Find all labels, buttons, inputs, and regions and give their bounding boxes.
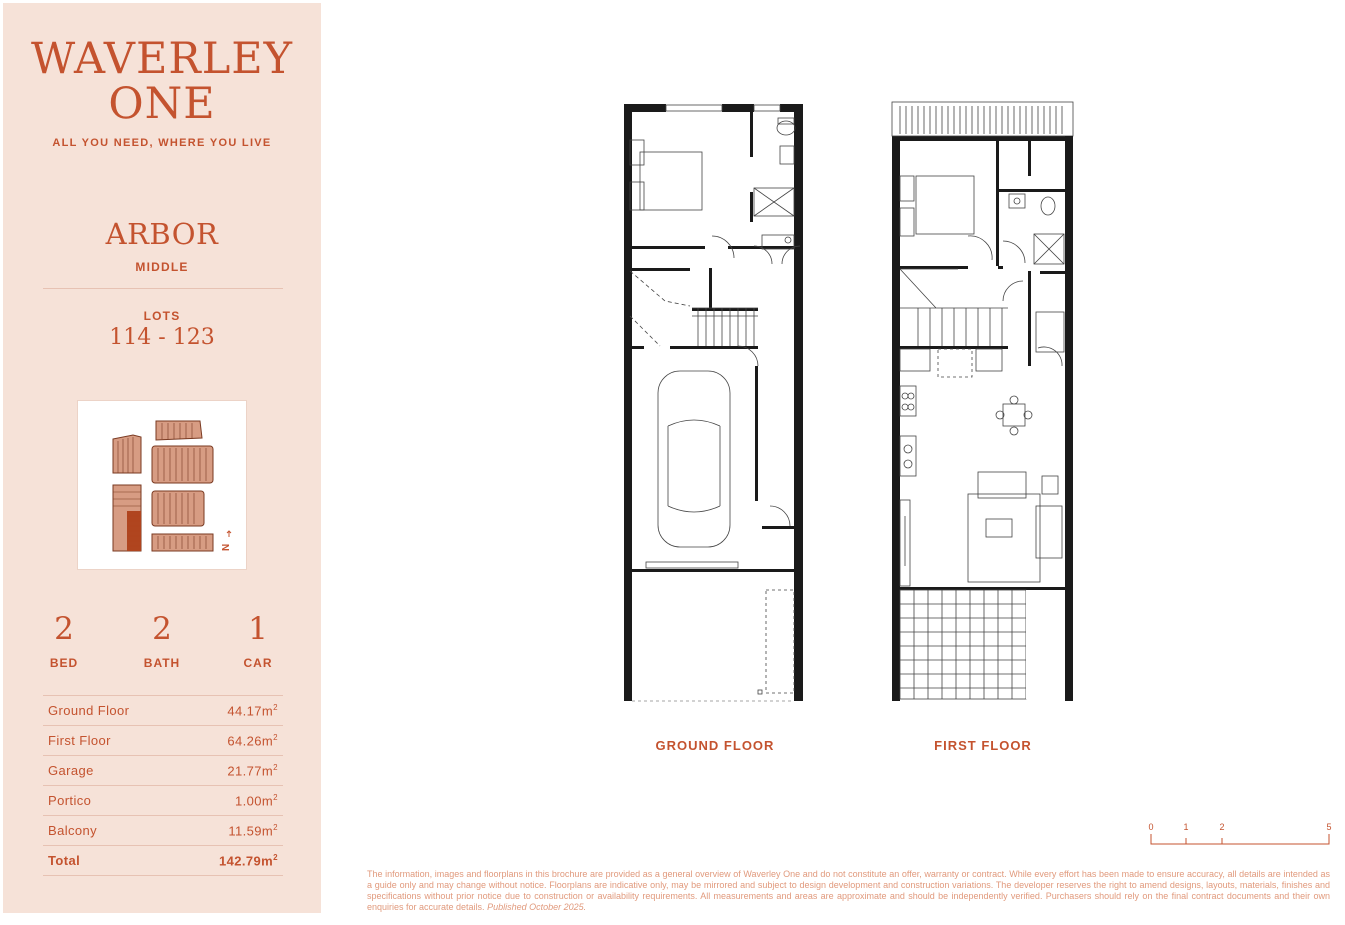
stat-bath: [122, 611, 202, 670]
area-name: Garage: [48, 763, 94, 778]
scale-tick-5: 5: [1326, 822, 1332, 832]
compass-n: N: [221, 543, 232, 551]
model-variant: MIDDLE: [135, 260, 189, 274]
site-block-south-row: [152, 534, 213, 551]
area-value: 1.00m: [235, 793, 274, 809]
first-floor-label: FIRST FLOOR: [934, 738, 1032, 753]
site-block-south: [152, 491, 204, 526]
tagline: ALL YOU NEED, WHERE YOU LIVE: [52, 137, 272, 149]
area-schedule: [43, 695, 283, 876]
scale-bar-line: [1151, 834, 1329, 844]
floor-plans: [610, 96, 1090, 708]
area-name: Ground Floor: [48, 703, 130, 718]
area-name: Portico: [48, 793, 92, 808]
area-row-garage: Garage $21.77m^2$: [43, 755, 283, 785]
area-row-total: Total $142.79m^2$: [43, 845, 283, 876]
brand-logo: [3, 34, 321, 129]
disclaimer-published: Published October 2025.: [487, 902, 587, 912]
disclaimer-body: The information, images and floorplans in this brochure are provided as a general overview of Waverley One and do not constitute an offer, warranty or contract. While every effort has been made to ensure accuracy, all details are intended as a guide only and may change without notice. Floorplans are indicative only, may be mirrored and subject to design development and construction variations. The developer reserves the right to amend designs, layouts, materials, finishes and specifications without prior notice due to construction or availability requirements. All measurements and areas are approximate and should be independently verified. Purchasers should rely on the final contract documents and their own enquiries for accurate details.: [367, 869, 1330, 912]
stat-bed-label: BED: [49, 656, 79, 670]
site-block-west-top: [113, 435, 141, 473]
first-floor-plan: [892, 102, 1073, 701]
area-value: 21.77m: [227, 763, 274, 779]
ground-floor-plan: [624, 104, 803, 701]
area-row-first-floor: First Floor $64.26m^2$: [43, 725, 283, 755]
site-plan-key: [77, 400, 247, 570]
stat-car-value: 1: [248, 611, 268, 647]
lots-label: LOTS: [143, 309, 181, 323]
north-arrow-icon: [227, 531, 231, 537]
area-row-portico: Portico $1.00m^2$: [43, 785, 283, 815]
area-value: 64.26m: [227, 733, 274, 749]
model-name: ARBOR: [105, 217, 219, 251]
stat-car: [218, 611, 298, 670]
area-name: Balcony: [48, 823, 98, 838]
disclaimer: [367, 869, 1330, 913]
area-name: Total: [48, 853, 81, 868]
scale-tick-0: 0: [1148, 822, 1154, 832]
stat-bed: [24, 611, 104, 670]
area-value: 44.17m: [227, 703, 274, 719]
brand-name-line1: WAVERLEY: [30, 34, 294, 84]
stat-bath-value: 2: [152, 611, 172, 647]
site-block-north: [156, 421, 202, 440]
scale-tick-1: 1: [1183, 822, 1189, 832]
area-value: 142.79m: [219, 853, 274, 869]
area-value: 11.59m: [228, 823, 274, 839]
brand-name-line2: ONE: [108, 79, 216, 129]
ground-floor-label: GROUND FLOOR: [655, 738, 775, 753]
area-row-balcony: Balcony $11.59m^2$: [43, 815, 283, 845]
stat-car-label: CAR: [243, 656, 273, 670]
area-name: First Floor: [48, 733, 111, 748]
site-plan-map: [78, 401, 246, 569]
divider: [43, 288, 283, 289]
stat-bed-value: 2: [54, 611, 74, 647]
sidebar: [3, 3, 321, 913]
area-row-ground-floor: Ground Floor $44.17m^2$: [43, 695, 283, 725]
site-block-centre: [152, 446, 213, 483]
lots-range: 114 - 123: [109, 325, 215, 350]
stat-bath-label: BATH: [143, 656, 181, 670]
scale-bar: [1146, 820, 1336, 850]
scale-tick-2: 2: [1219, 822, 1225, 832]
